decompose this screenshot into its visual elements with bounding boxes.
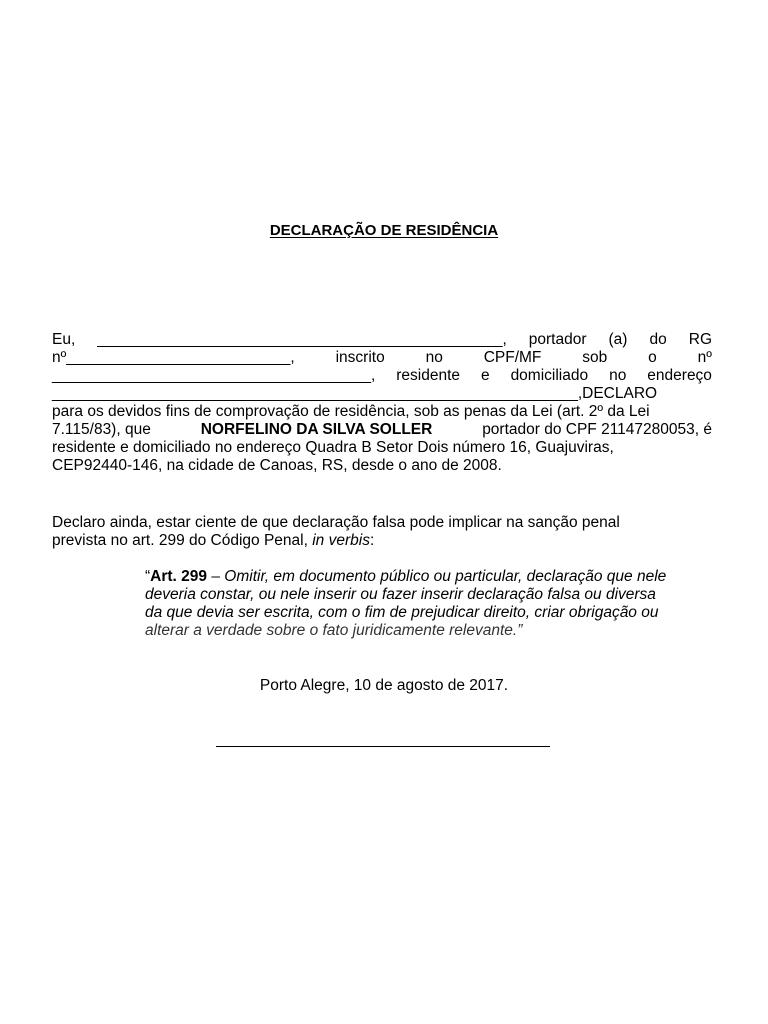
para1-line-8: CEP92440-146, na cidade de Canoas, RS, desde o ano de 2008. [52,457,502,474]
word: nº [697,349,712,366]
word: sob [582,349,608,366]
text-segment: deveria constar, ou nele inserir ou fazer inserir declaração falsa ou diversa [145,586,656,603]
text-segment: : [369,532,375,549]
document-title: DECLARAÇÃO DE RESIDÊNCIA [269,222,499,239]
word: inscrito [335,349,385,366]
text-segment: – Omitir, em documento público ou particular, declaração que nele [207,568,667,585]
text-segment: da que devia ser escrita, com o fim de prejudicar direito, criar obrigação ou [145,604,659,621]
text-segment: portador do CPF 21147280053, é [482,421,712,438]
place-date: Porto Alegre, 10 de agosto de 2017. [259,677,509,694]
para2-line-2 [52,532,712,550]
quote-line-3 [145,604,712,622]
para1-line-2 [52,349,712,367]
word: (a) [608,331,628,348]
text-segment: 7.115/83), que [52,421,151,438]
quote-line-2 [145,586,712,604]
word: e [480,367,490,384]
word: portador [528,331,587,348]
open-quote: “ [145,568,151,585]
para1-line-3 [52,367,712,385]
declarant-name: NORFELINO DA SILVA SOLLER [200,421,433,438]
word: Eu, [52,331,76,348]
para1-line-5: para os devidos fins de comprovação de residência, sob as penas da Lei (art. 2º da Lei [52,403,650,420]
cpf-blank: _____________________________________, [52,367,376,384]
quote-line-4 [145,622,712,640]
word: no [425,349,443,366]
word: domiciliado [510,367,589,384]
word: do [649,331,667,348]
text-segment: prevista no art. 299 do Código Penal, [52,532,313,549]
para1-line-1 [52,331,712,349]
quote-line-1 [145,568,712,586]
word: CPF/MF [483,349,542,366]
article-ref: Art. 299 [150,568,208,585]
name-blank: _______________________________________________, [97,331,507,348]
para2-line-1: Declaro ainda, estar ciente de que declaração falsa pode implicar na sanção penal [52,514,620,531]
rg-blank: nº__________________________, [52,349,295,366]
word: o [648,349,657,366]
word: no [609,367,627,384]
para1-line-4: _____________________________________________________________,DECLARO [52,385,658,402]
para1-line-7: residente e domiciliado no endereço Quadra B Setor Dois número 16, Guajuviras, [52,439,614,456]
text-segment: alterar a verdade sobre o fato juridicamente relevante.” [145,622,523,639]
word: residente [396,367,460,384]
para1-line-6 [52,421,712,439]
word: RG [688,331,712,348]
word: endereço [647,367,712,384]
italic-term: in verbis [312,532,370,549]
signature-line [216,746,550,747]
